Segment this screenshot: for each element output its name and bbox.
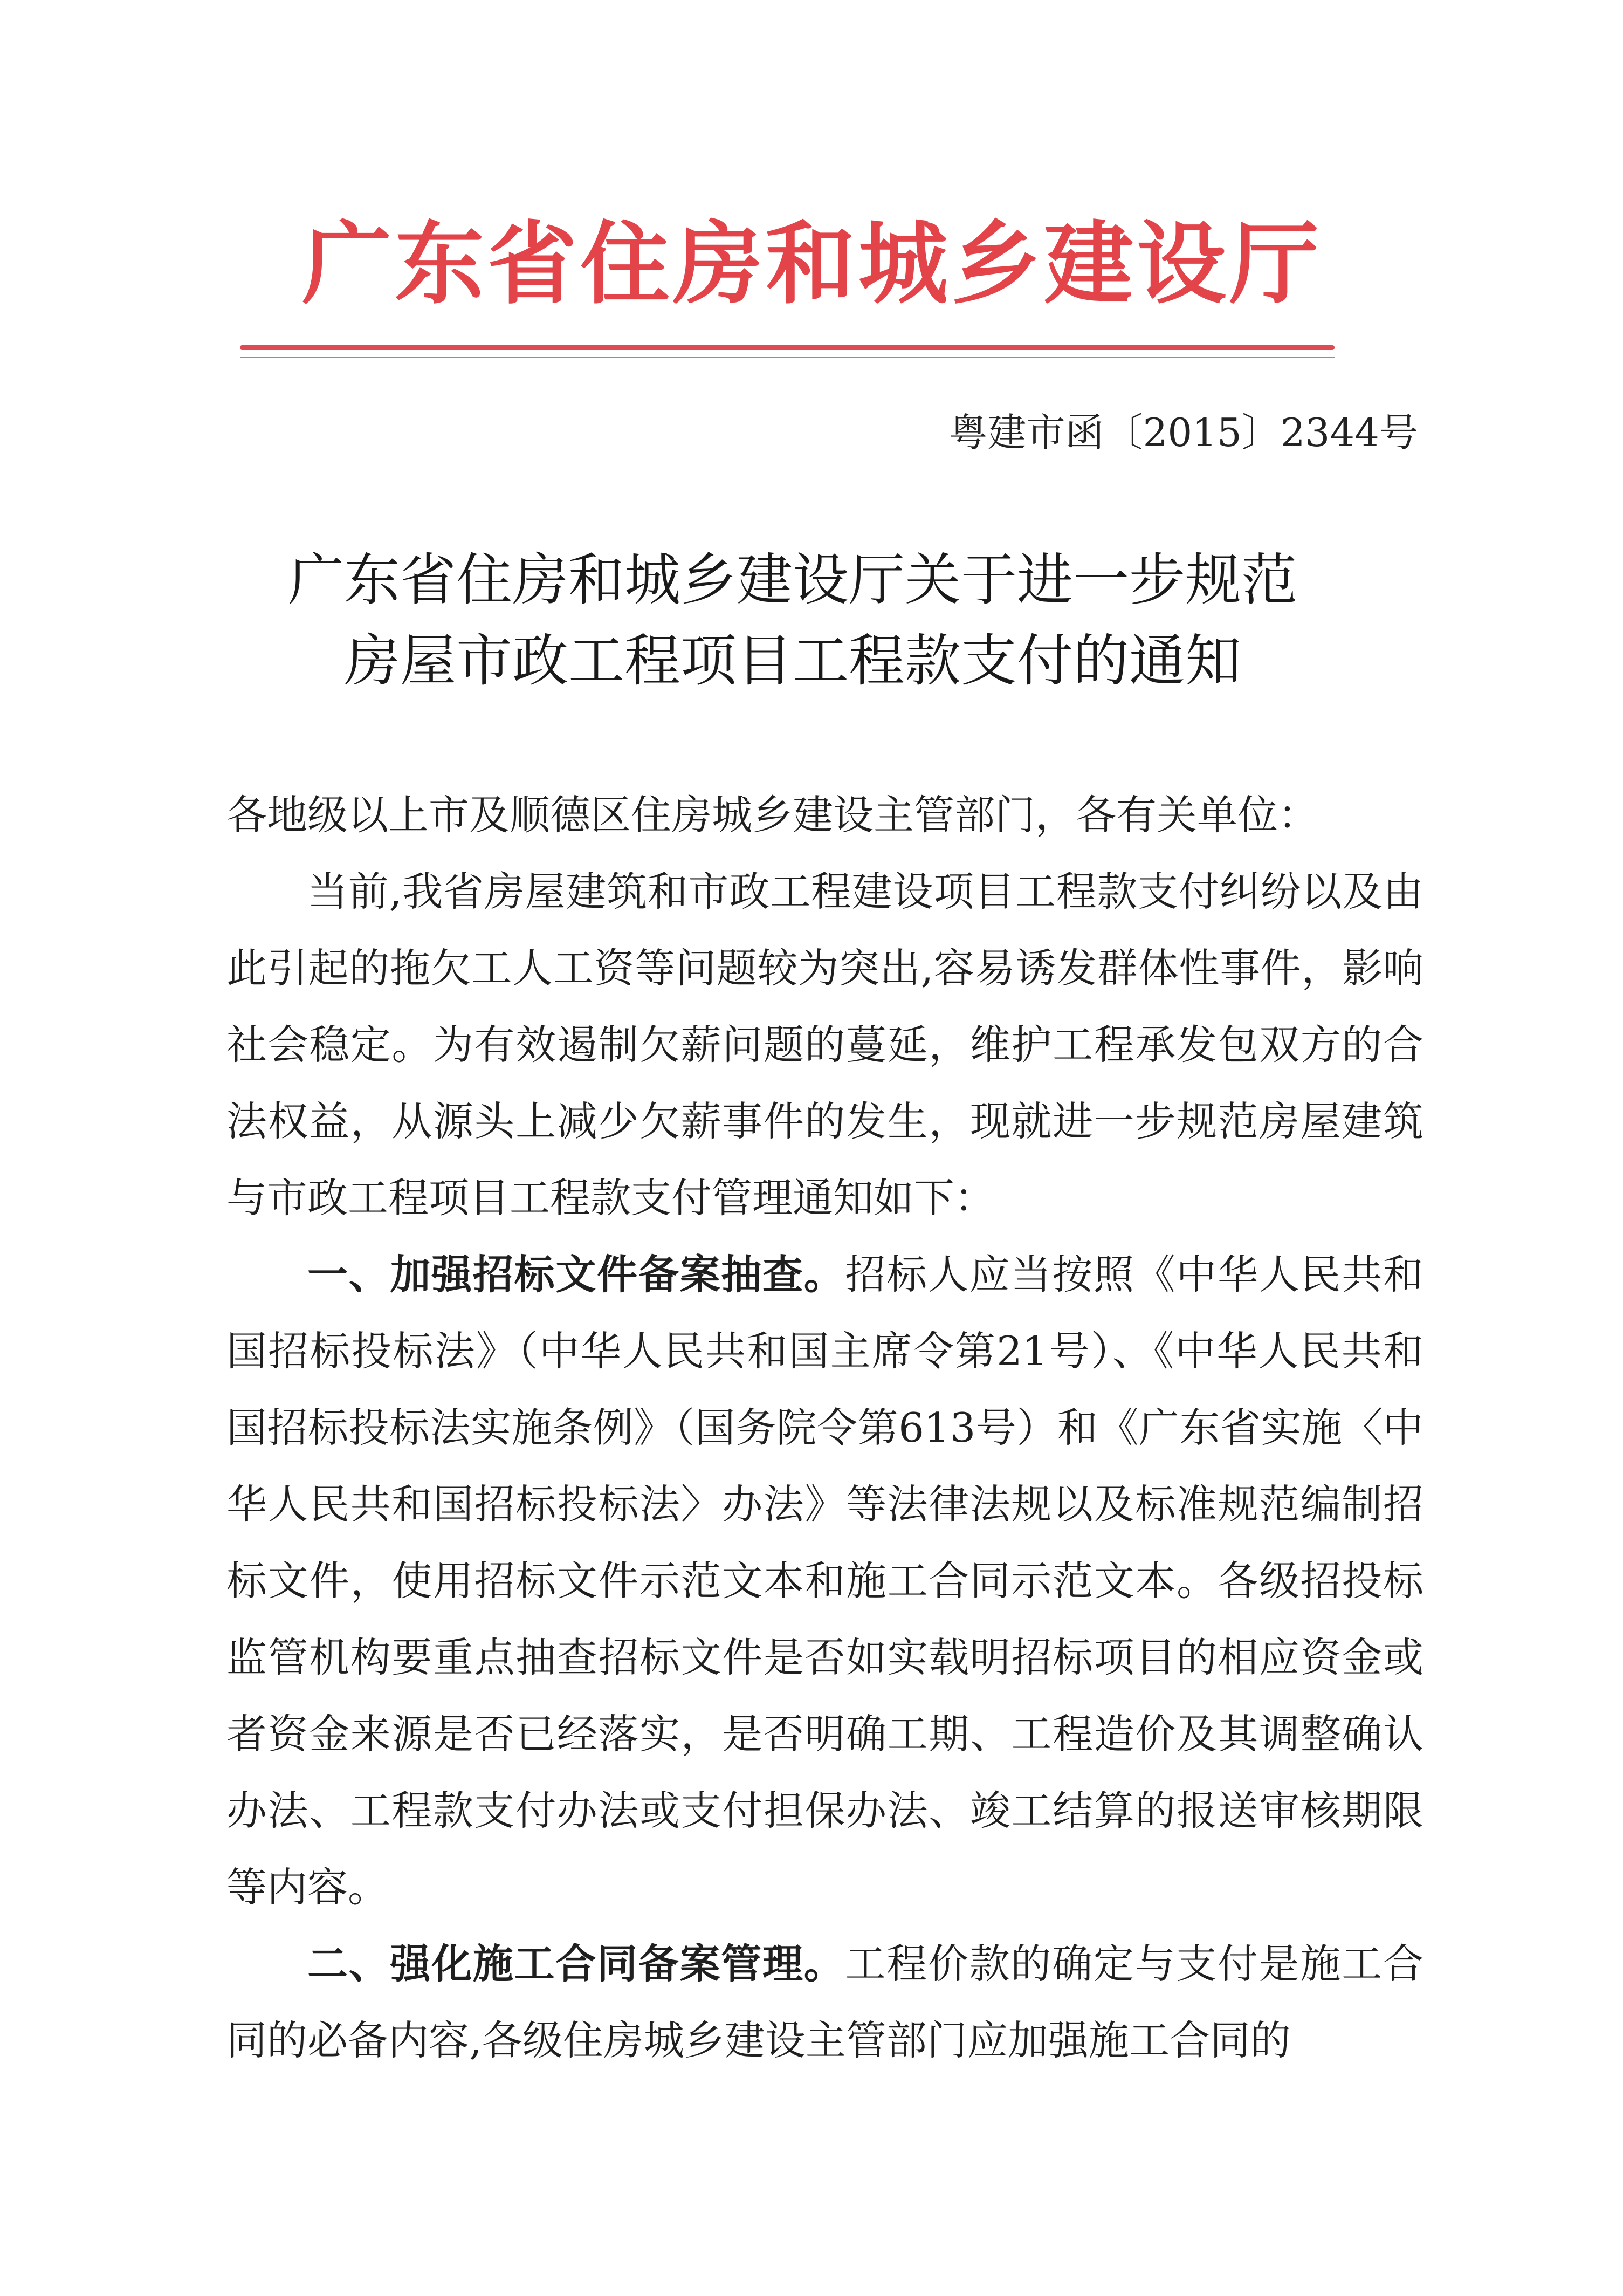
section-2-heading: 二、强化施工合同备案管理。 bbox=[307, 1940, 845, 1987]
letterhead-divider bbox=[240, 345, 1335, 358]
section-2-paragraph bbox=[226, 1925, 1423, 2079]
document-title-line-2: 房屋市政工程项目工程款支付的通知 bbox=[343, 628, 1241, 694]
document-title-line-1: 广东省住房和城乡建设厅关于进一步规范 bbox=[287, 547, 1297, 613]
section-1-paragraph bbox=[226, 1236, 1423, 1925]
intro-paragraph: 当前,我省房屋建筑和市政工程建设项目工程款支付纠纷以及由此引起的拖欠工人工资等问题较为突出,容易诱发群体性事件，影响社会稳定。为有效遏制欠薪问题的蔓延，维护工程承发包双方的合法权益，从源头上减少欠薪事件的发生，现就进一步规范房屋建筑与市政工程项目工程款支付管理通知如下： bbox=[226, 868, 1423, 1222]
section-1-heading: 一、加强招标文件备案抽查。 bbox=[307, 1251, 845, 1298]
divider-thick-line bbox=[240, 345, 1335, 350]
document-title bbox=[173, 539, 1413, 701]
section-1-body: 招标人应当按照《中华人民共和国招标投标法》（中华人民共和国主席令第21号）、《中华人民共和国招标投标法实施条例》（国务院令第613号）和《广东省实施〈中华人民共和国招标投标法〉办法》等法律法规以及标准规范编制招标文件，使用招标文件示范文本和施工合同示范文本。各级招投标监管机构要重点抽查招标文件是否如实载明招标项目的相应资金或者资金来源是否已经落实，是否明确工期、工程造价及其调整确认办法、工程款支付办法或支付担保办法、竣工结算的报送审核期限等内容。 bbox=[226, 1251, 1423, 1911]
document-body bbox=[226, 777, 1423, 2079]
agency-letterhead: 广东省住房和城乡建设厅 bbox=[302, 211, 1322, 317]
salutation: 各地级以上市及顺德区住房城乡建设主管部门，各有关单位： bbox=[226, 791, 1319, 839]
document-number: 粤建市函〔2015〕2344号 bbox=[948, 410, 1418, 455]
divider-thin-line bbox=[240, 357, 1335, 358]
section-2-body: 工程价款的确定与支付是施工合同的必备内容,各级住房城乡建设主管部门应加强施工合同的 bbox=[226, 1940, 1423, 2064]
